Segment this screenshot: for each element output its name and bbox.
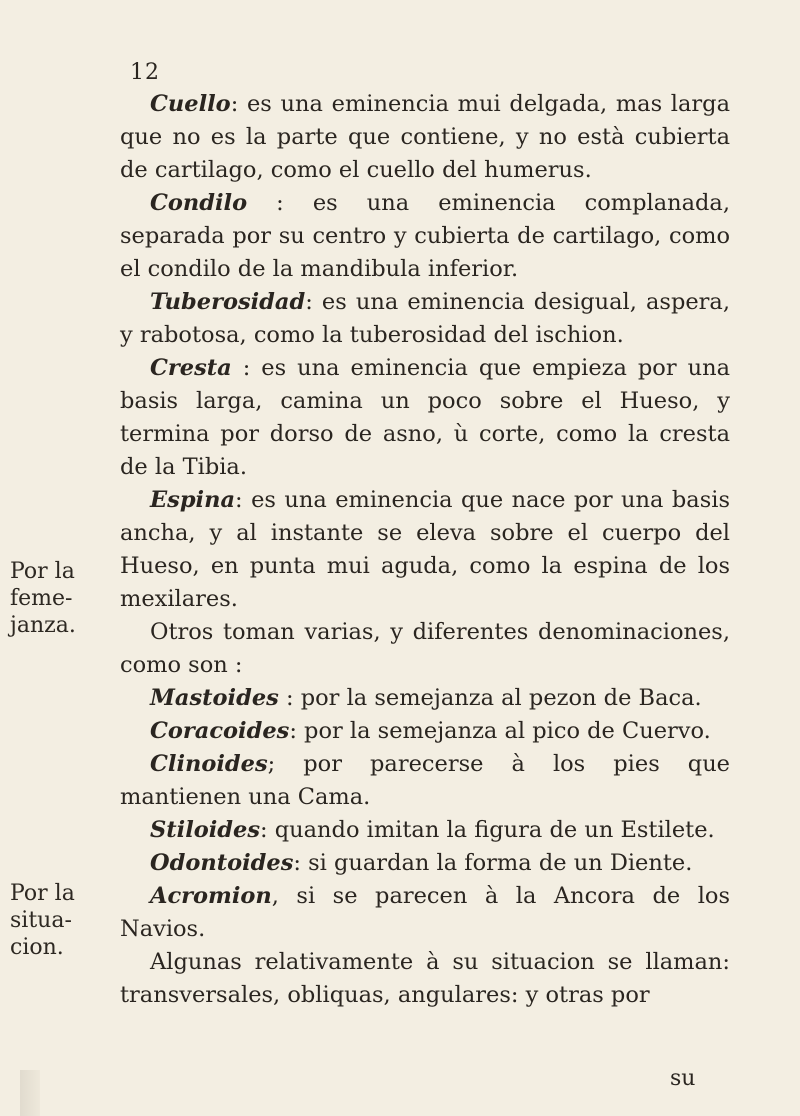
definition: : por la semejanza al pezon de Baca.: [278, 685, 702, 711]
definition: : es una eminencia desigual, aspera, y rabotosa, como la tuberosidad del ischion.: [120, 289, 730, 348]
term: Espina: [150, 487, 236, 513]
term: Tuberosidad: [150, 289, 306, 315]
definition: : es una eminencia complanada, separada por su centro y cubierta de cartilago, como el condilo de la mandibula inferior.: [120, 190, 730, 282]
page-number: 12: [130, 60, 160, 85]
term: Mastoides: [150, 685, 279, 711]
term: Condilo: [150, 190, 248, 216]
definition: : si guardan la forma de un Diente.: [293, 850, 693, 876]
paragraph: [120, 715, 730, 748]
definition: : por la semejanza al pico de Cuervo.: [289, 718, 711, 744]
paragraph: [120, 484, 730, 616]
definition: Otros toman varias, y diferentes denominaciones, como son :: [120, 619, 730, 678]
term: Stiloides: [150, 817, 261, 843]
definition: , si se parecen à la Ancora de los Navios.: [120, 883, 730, 942]
paragraph: [120, 946, 730, 1012]
term: Coracoides: [150, 718, 290, 744]
definition: : es una eminencia que nace por una basis ancha, y al instante se eleva sobre el cuerpo del Hueso, en punta mui aguda, como la espina de los mexilares.: [120, 487, 730, 612]
paragraph: [120, 88, 730, 187]
definition: ; por parecerse à los pies que mantienen una Cama.: [120, 751, 730, 810]
definition: : quando imitan la figura de un Estilete.: [260, 817, 715, 843]
term: Cuello: [150, 91, 231, 117]
term: Clinoides: [150, 751, 268, 777]
definition: Algunas relativamente à su situacion se llaman: transversales, obliquas, angulares: y otras por: [120, 949, 730, 1008]
definition: : es una eminencia que empieza por una basis larga, camina un poco sobre el Hueso, y termina por dorso de asno, ù corte, como la cresta de la Tibia.: [120, 355, 730, 480]
term: Acromion: [150, 883, 272, 909]
paragraph: [120, 616, 730, 682]
paragraph: [120, 682, 730, 715]
paragraph: [120, 748, 730, 814]
definition: : es una eminencia mui delgada, mas larga que no es la parte que contiene, y no està cubierta de cartilago, como el cuello del humerus.: [120, 91, 730, 183]
paragraph: [120, 352, 730, 484]
margin-note-semejanza: Por la feme-janza.: [10, 559, 76, 638]
paragraph: [120, 847, 730, 880]
term: Odontoides: [150, 850, 294, 876]
paragraph: [120, 814, 730, 847]
margin-note-situacion: Por la situa-cion.: [10, 881, 75, 960]
paragraph: [120, 187, 730, 286]
catchword: su: [670, 1066, 696, 1091]
paragraph: [120, 286, 730, 352]
body-text: [120, 88, 730, 1012]
paragraph: [120, 880, 730, 946]
page-edge-stain: [20, 1070, 40, 1116]
term: Cresta: [150, 355, 232, 381]
